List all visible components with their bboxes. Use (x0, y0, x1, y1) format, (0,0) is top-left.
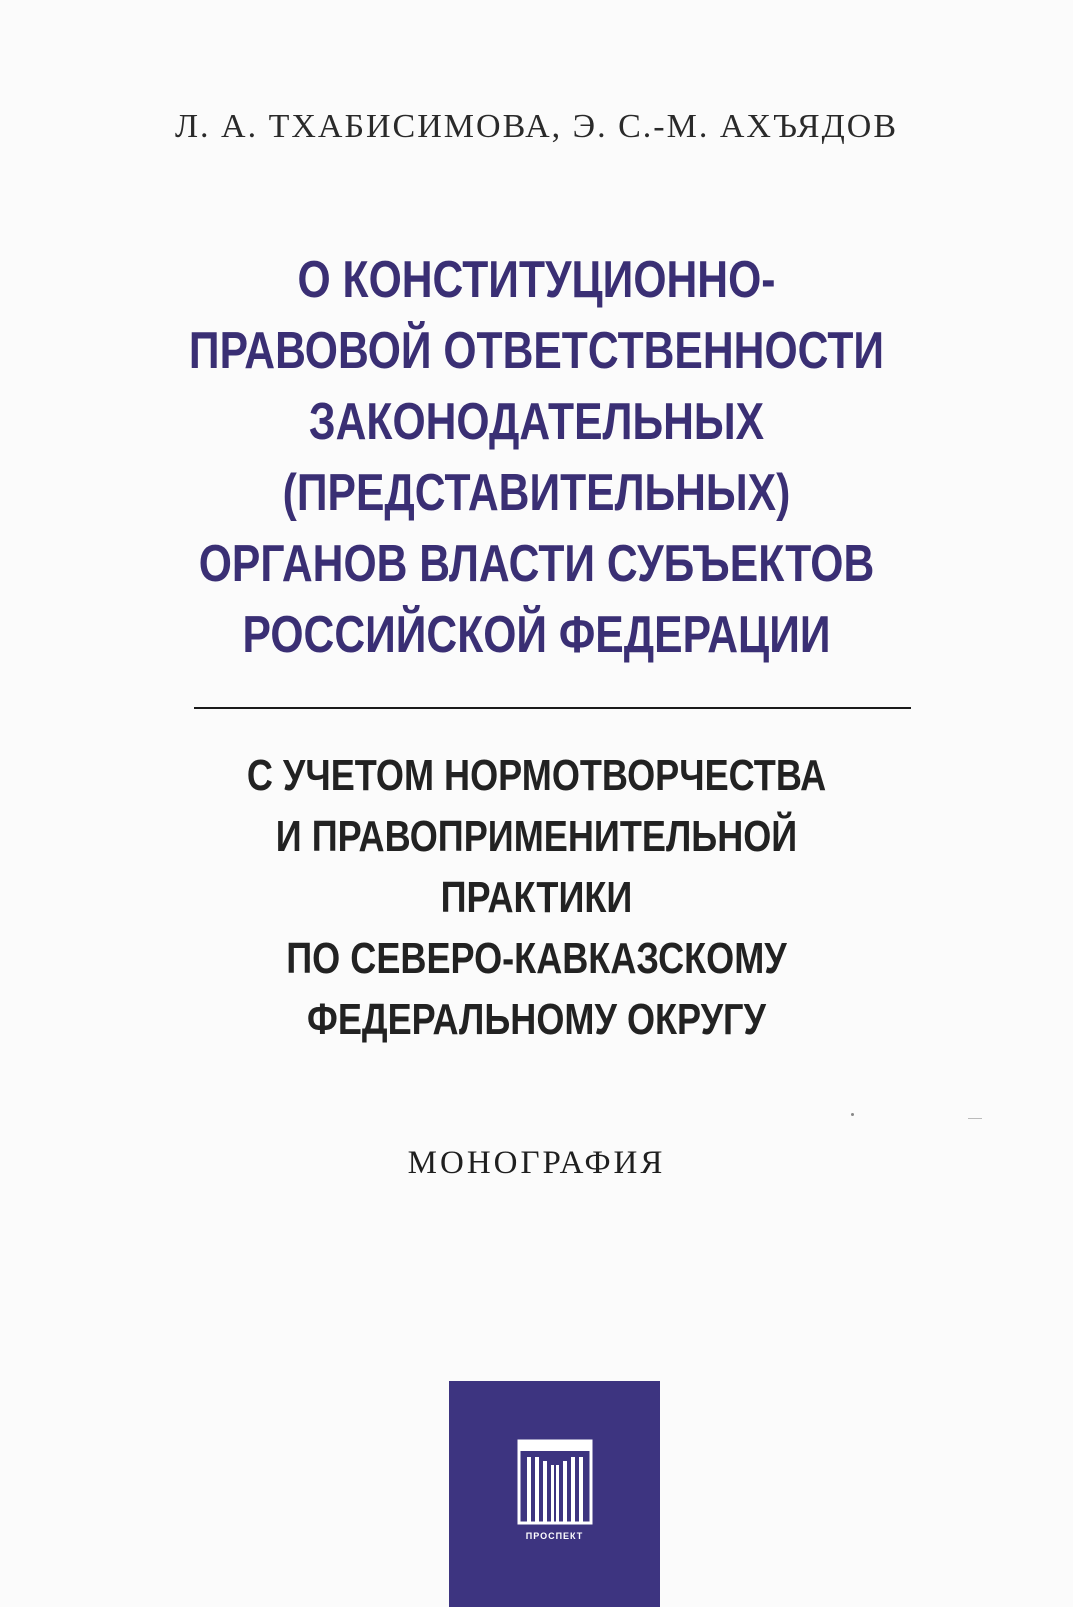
genre-label: МОНОГРАФИЯ (407, 1145, 666, 1181)
authors: Л. А. ТХАБИСИМОВА, Э. С.-М. АХЪЯДОВ (174, 108, 899, 145)
print-speck (968, 1118, 982, 1119)
book-title (146, 245, 927, 671)
title-line: О КОНСТИТУЦИОННО- (297, 251, 776, 309)
title-line: РОССИЙСКОЙ ФЕДЕРАЦИИ (242, 606, 831, 664)
title-line: ЗАКОНОДАТЕЛЬНЫХ (308, 393, 765, 451)
subtitle-line: ПРАКТИКИ (440, 873, 633, 922)
subtitle-line: ФЕДЕРАЛЬНОМУ ОКРУГУ (307, 995, 766, 1044)
subtitle-line: ПО СЕВЕРО-КАВКАЗСКОМУ (286, 934, 787, 983)
publisher-name: ПРОСПЕКТ (525, 1531, 584, 1541)
subtitle-line: С УЧЕТОМ НОРМОТВОРЧЕСТВА (246, 751, 827, 800)
title-line: ПРАВОВОЙ ОТВЕТСТВЕННОСТИ (188, 322, 885, 380)
book-subtitle (146, 745, 927, 1050)
subtitle-line: И ПРАВОПРИМЕНИТЕЛЬНОЙ (275, 812, 798, 861)
publisher-logo-icon (515, 1435, 595, 1531)
divider (194, 707, 911, 709)
title-line: ОРГАНОВ ВЛАСТИ СУБЪЕКТОВ (198, 535, 875, 593)
print-speck (851, 1113, 854, 1116)
publisher-block (449, 1381, 660, 1607)
title-line: (ПРЕДСТАВИТЕЛЬНЫХ) (282, 464, 791, 522)
